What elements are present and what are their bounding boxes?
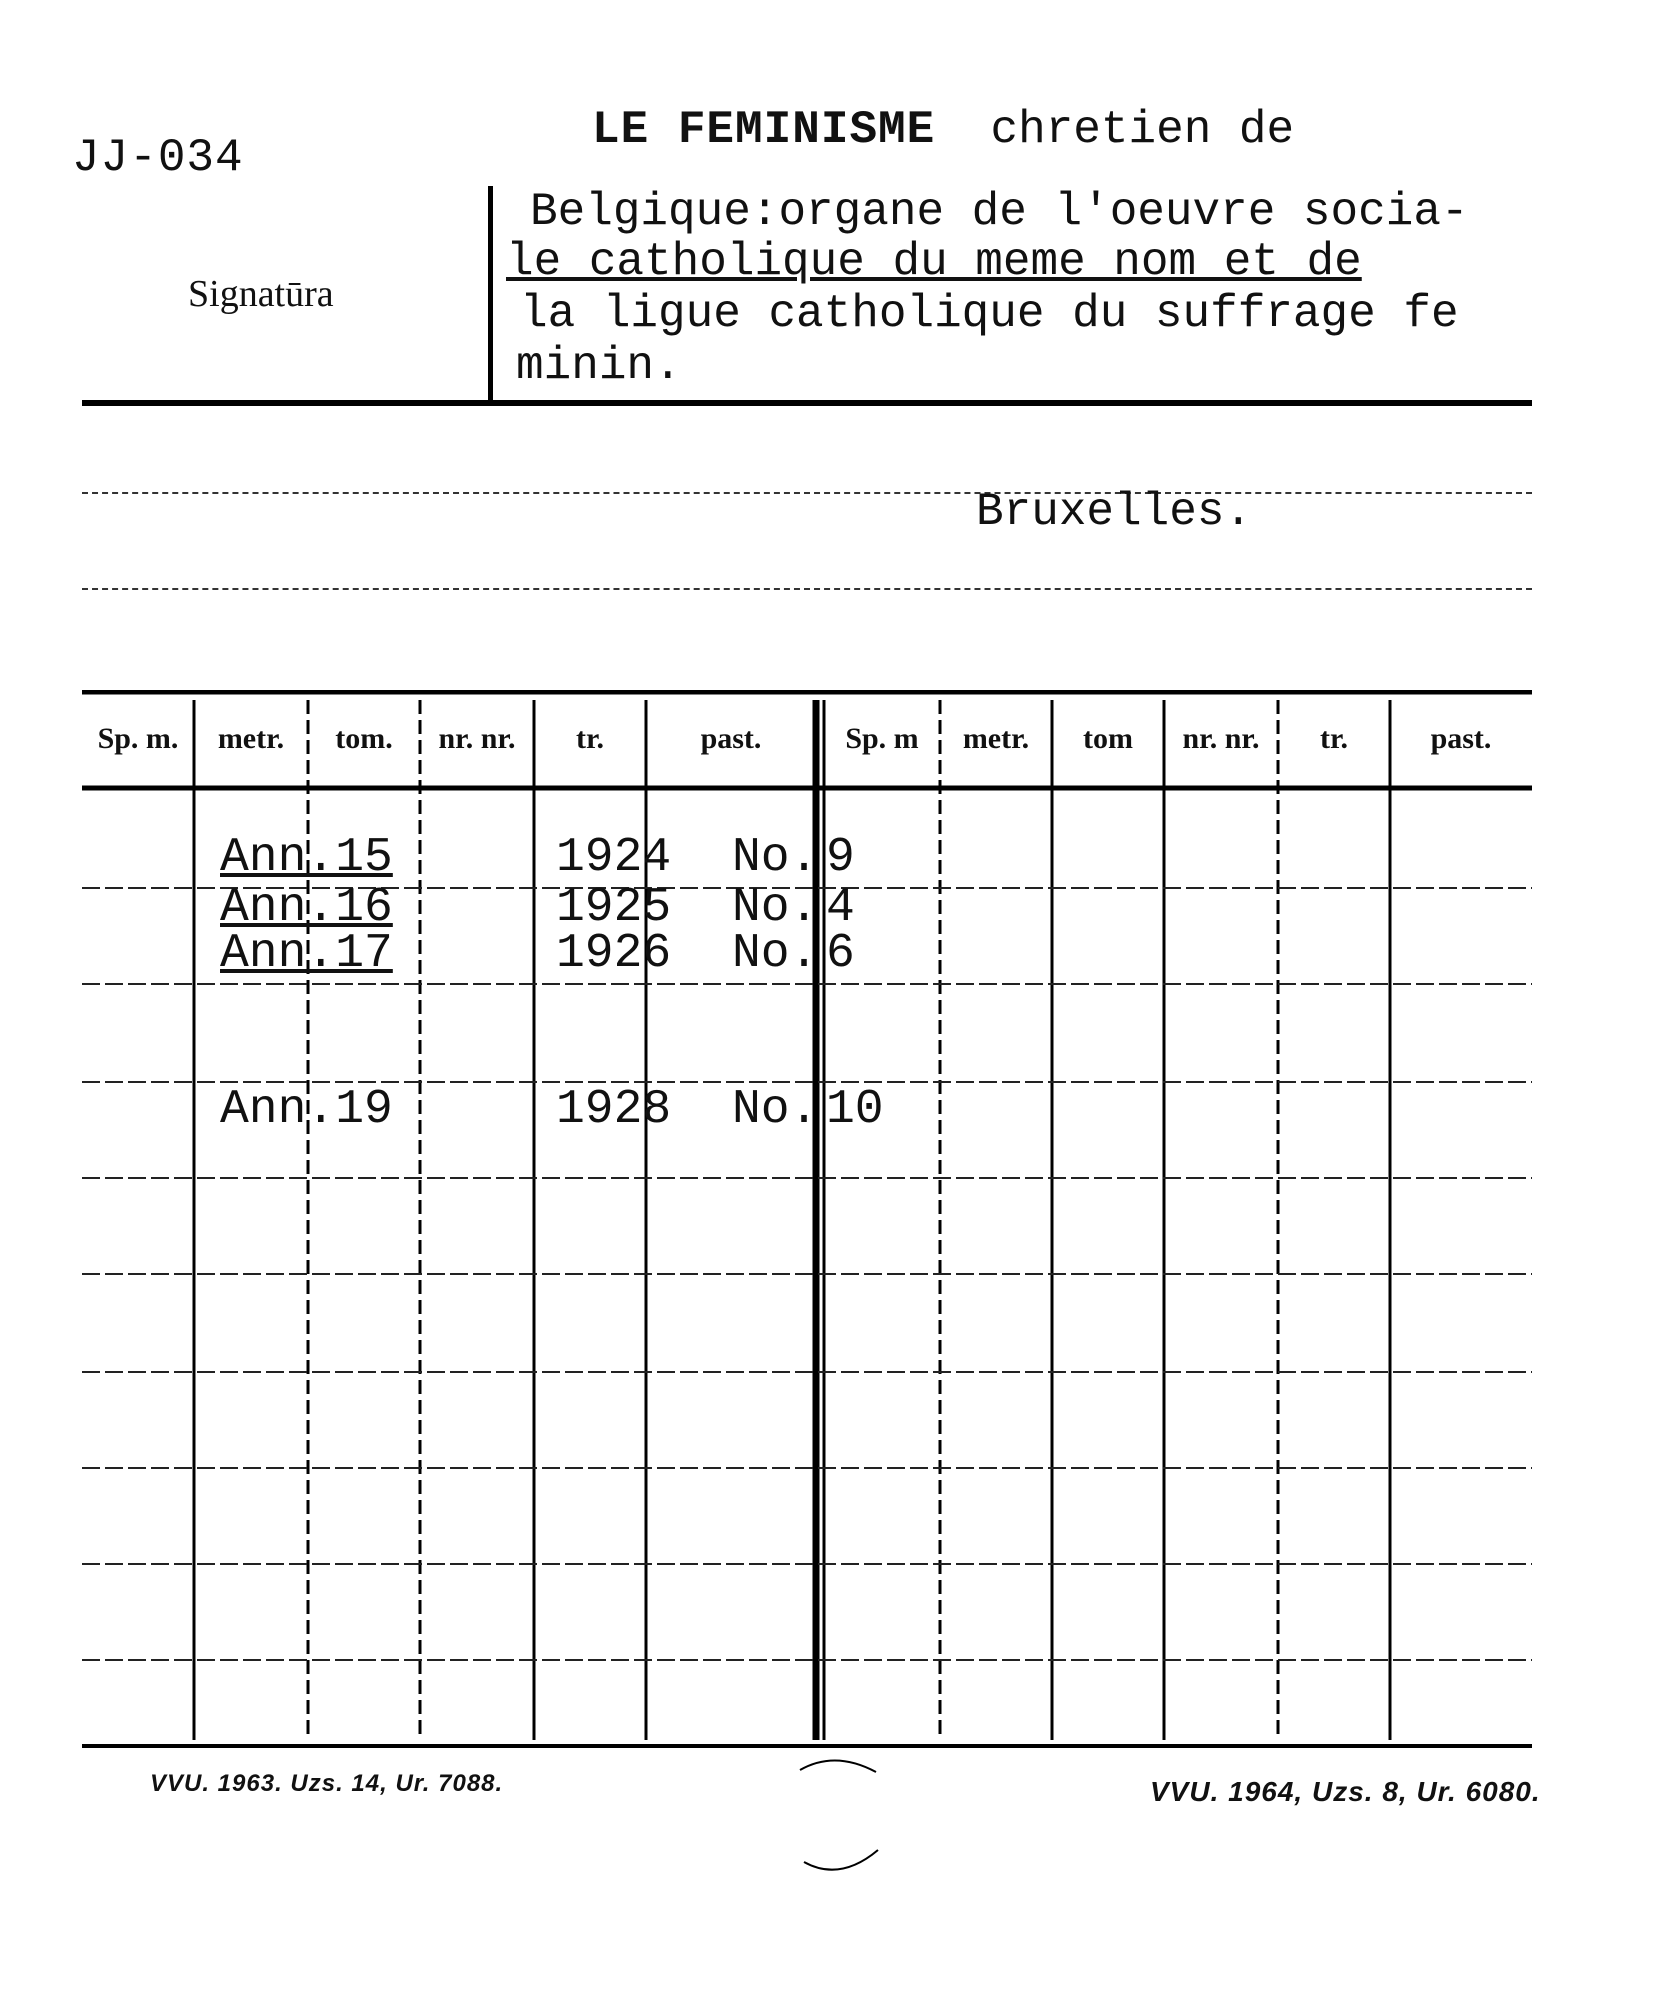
header-past-2: past.: [1430, 722, 1492, 755]
row-year: 1926: [556, 927, 672, 981]
header-tr-2: tr.: [1319, 722, 1349, 755]
punch-hole-mark: [790, 1752, 900, 1882]
row-no-label: No.: [732, 881, 819, 935]
title-line-3: le catholique du meme nom et de: [506, 236, 1362, 288]
row-number: 6: [826, 927, 855, 981]
row-year: 1928: [556, 1083, 672, 1137]
place-rule-top: [82, 492, 1532, 494]
header-nr-nr: nr. nr.: [438, 722, 516, 755]
place-rule-bottom: [82, 588, 1532, 590]
header-metr-2: metr.: [962, 722, 1030, 755]
signature-label: Signatūra: [188, 273, 334, 315]
title-main-continued: chretien de: [990, 104, 1295, 156]
header-tr: tr.: [575, 722, 605, 755]
row-no-label: No.: [732, 831, 819, 885]
row-year: 1924: [556, 831, 672, 885]
row-number: 9: [826, 831, 855, 885]
row-number: 10: [826, 1083, 884, 1137]
header-tom: tom.: [335, 722, 393, 755]
registry-note-left: VVU. 1963. Uzs. 14, Ur. 7088.: [150, 1770, 504, 1797]
row-volume: Ann.17: [220, 927, 393, 981]
header-nr-nr-2: nr. nr.: [1182, 722, 1260, 755]
header-sp-m-2: Sp. m: [845, 722, 919, 755]
header-tom-2: tom: [1083, 722, 1133, 755]
row-volume: Ann.16: [220, 881, 393, 935]
header-past: past.: [700, 722, 762, 755]
signature-code: JJ-034: [72, 132, 244, 184]
row-year: 1925: [556, 881, 672, 935]
header-divider: [488, 186, 493, 404]
row-volume: Ann.19: [220, 1083, 393, 1137]
title-main: LE FEMINISME: [592, 104, 936, 156]
header-rule: [82, 400, 1532, 406]
row-number: 4: [826, 881, 855, 935]
header-metr: metr.: [217, 722, 285, 755]
row-volume: Ann.15: [220, 831, 393, 885]
grid-rows: [82, 888, 1532, 1660]
title-line-1: [592, 104, 1294, 156]
header-sp-m: Sp. m.: [97, 722, 179, 755]
title-line-5: minin.: [516, 340, 682, 392]
row-no-label: No.: [732, 927, 819, 981]
row-no-label: No.: [732, 1083, 819, 1137]
title-line-2: Belgique:organe de l'oeuvre socia-: [530, 186, 1469, 238]
title-line-4: la ligue catholique du suffrage fe: [520, 288, 1459, 340]
registry-note-right: VVU. 1964, Uzs. 8, Ur. 6080.: [1150, 1776, 1541, 1807]
publication-place: Bruxelles.: [976, 486, 1253, 538]
